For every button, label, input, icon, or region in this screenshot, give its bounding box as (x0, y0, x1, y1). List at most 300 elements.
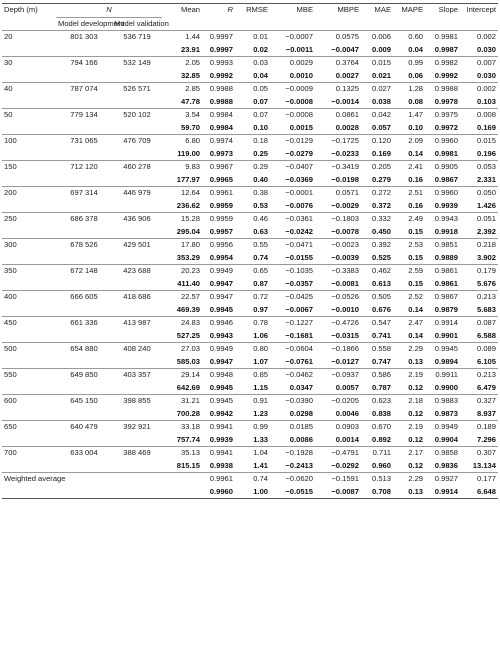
model-development-empty (56, 96, 112, 109)
mbpe-value: 0.0028 (335, 122, 360, 132)
mean-value (162, 473, 202, 486)
intercept-value: 0.213 (460, 291, 498, 304)
mae-value: 0.038 (372, 96, 392, 106)
mbe-header: MBE (270, 4, 315, 31)
intercept-value: 0.218 (460, 239, 498, 252)
mape-value: 0.15 (408, 252, 424, 262)
depth-cell: 400 (2, 291, 56, 304)
mae-value: 0.547 (361, 317, 393, 330)
model-development-empty (56, 408, 112, 421)
rmse-value: 0.02 (253, 44, 269, 54)
model-validation-count: 398 855 (112, 395, 162, 408)
intercept-value: 0.050 (460, 187, 498, 200)
depth-cell-empty (2, 200, 56, 213)
mbpe-value: −0.0010 (331, 304, 360, 314)
rmse-value: 0.18 (235, 135, 270, 148)
rmse-value: 1.33 (253, 434, 269, 444)
model-development-empty (56, 70, 112, 83)
mae-value: 0.006 (361, 31, 393, 44)
r-value: 0.9997 (202, 31, 235, 44)
rmse-value: 1.23 (253, 408, 269, 418)
rmse-value: 0.07 (253, 96, 269, 106)
r-value: 0.9988 (209, 96, 234, 106)
intercept-value: 6.105 (477, 356, 497, 366)
slope-value: 0.9982 (425, 57, 460, 70)
model-development-count: 731 065 (56, 135, 112, 148)
mbpe-value: −0.1591 (315, 473, 361, 486)
mean-value: 15.28 (162, 213, 202, 226)
mae-value: 0.462 (361, 265, 393, 278)
slope-value: 0.9992 (434, 70, 459, 80)
mbpe-value: 0.0575 (315, 31, 361, 44)
slope-value: 0.9879 (434, 304, 459, 314)
model-development-header: Model development (58, 18, 125, 28)
model-development-empty (56, 330, 112, 343)
depth-cell: 100 (2, 135, 56, 148)
table-row (2, 291, 498, 304)
mape-value: 0.14 (408, 148, 424, 158)
model-development-empty (56, 174, 112, 187)
model-development-empty (56, 200, 112, 213)
model-validation-count: 403 357 (112, 369, 162, 382)
mbpe-value: 0.0861 (315, 109, 361, 122)
mean-value: 20.23 (162, 265, 202, 278)
mean-value: 17.80 (162, 239, 202, 252)
weighted-average-empty (2, 486, 162, 499)
mape-value: 0.12 (408, 434, 424, 444)
model-validation-count: 532 149 (112, 57, 162, 70)
slope-value: 0.9939 (434, 200, 459, 210)
model-development-count: 801 303 (56, 31, 112, 44)
mape-value: 2.52 (393, 291, 425, 304)
slope-value: 0.9905 (425, 161, 460, 174)
mbe-value: −0.0067 (285, 304, 314, 314)
depth-cell: 250 (2, 213, 56, 226)
mbpe-value: −0.4791 (315, 447, 361, 460)
table-row (2, 57, 498, 70)
model-validation-count: 423 688 (112, 265, 162, 278)
rmse-value: 0.63 (253, 226, 269, 236)
depth-cell-empty (2, 434, 56, 447)
mean-header: Mean (162, 4, 202, 31)
depth-cell-empty (2, 408, 56, 421)
slope-value: 0.9904 (434, 434, 459, 444)
mbe-value: 0.0347 (289, 382, 314, 392)
mae-value: 0.120 (361, 135, 393, 148)
mbpe-header: MBPE (315, 4, 361, 31)
r-value: 0.9988 (202, 83, 235, 96)
mbe-value: −0.0471 (270, 239, 315, 252)
mbe-value: −0.0001 (270, 187, 315, 200)
slope-value: 0.9901 (434, 330, 459, 340)
table-row (2, 447, 498, 460)
mape-value: 2.29 (393, 343, 425, 356)
model-validation-count: 536 719 (112, 31, 162, 44)
model-validation-empty (112, 122, 162, 135)
mbpe-value: 0.0046 (335, 408, 360, 418)
model-validation-empty (112, 356, 162, 369)
mbe-value: −0.0155 (285, 252, 314, 262)
r-value: 0.9946 (202, 317, 235, 330)
table-row (2, 213, 498, 226)
mbe-value: −0.0361 (270, 213, 315, 226)
mean-value: 527.25 (176, 330, 201, 340)
intercept-value: 0.015 (460, 135, 498, 148)
table-row (2, 226, 498, 239)
intercept-value: 0.307 (460, 447, 498, 460)
mbe-value: −0.0407 (270, 161, 315, 174)
table-row (2, 330, 498, 343)
mae-value: 0.670 (361, 421, 393, 434)
table-row (2, 135, 498, 148)
model-validation-empty (112, 44, 162, 57)
model-development-empty (56, 252, 112, 265)
rmse-value: 0.10 (253, 122, 269, 132)
mbe-value: −0.0279 (285, 148, 314, 158)
r-value: 0.9965 (209, 174, 234, 184)
model-validation-empty (112, 96, 162, 109)
mape-value: 0.12 (408, 460, 424, 470)
depth-cell-empty (2, 148, 56, 161)
depth-cell: 150 (2, 161, 56, 174)
model-development-count: 686 378 (56, 213, 112, 226)
mbpe-value: −0.0127 (331, 356, 360, 366)
model-development-empty (56, 226, 112, 239)
mbpe-value: 0.1325 (315, 83, 361, 96)
rmse-value: 0.40 (253, 174, 269, 184)
mae-value: 0.525 (372, 252, 392, 262)
mbpe-value: −0.0937 (315, 369, 361, 382)
r-value: 0.9959 (209, 200, 234, 210)
mbe-value: −0.0515 (270, 486, 315, 499)
rmse-value: 0.74 (235, 473, 270, 486)
r-value: 0.9949 (202, 343, 235, 356)
rmse-value: 1.15 (253, 382, 269, 392)
mean-value: 295.04 (176, 226, 201, 236)
depth-cell-empty (2, 226, 56, 239)
model-validation-count: 418 686 (112, 291, 162, 304)
intercept-value: 7.296 (477, 434, 497, 444)
r-value: 0.9993 (202, 57, 235, 70)
depth-cell-empty (2, 356, 56, 369)
mbpe-value: −0.0315 (331, 330, 360, 340)
intercept-value: 5.676 (477, 278, 497, 288)
mbe-value: −0.0462 (270, 369, 315, 382)
mape-value: 2.17 (393, 447, 425, 460)
mbpe-value: −0.1725 (315, 135, 361, 148)
mae-value: 0.332 (361, 213, 393, 226)
table-row (2, 265, 498, 278)
rmse-value: 0.97 (253, 304, 269, 314)
model-validation-count: 392 921 (112, 421, 162, 434)
depth-cell-empty (2, 330, 56, 343)
model-development-empty (56, 278, 112, 291)
depth-cell: 200 (2, 187, 56, 200)
mape-value: 0.99 (393, 57, 425, 70)
mean-value: 27.03 (162, 343, 202, 356)
r-value: 0.9938 (209, 460, 234, 470)
r-value: 0.9947 (202, 291, 235, 304)
mean-value: 236.62 (176, 200, 201, 210)
table-row (2, 70, 498, 83)
table-row (2, 96, 498, 109)
mape-value: 2.19 (393, 421, 425, 434)
table-row (2, 304, 498, 317)
r-value: 0.9956 (202, 239, 235, 252)
intercept-value: 0.169 (477, 122, 497, 132)
depth-cell-empty (2, 252, 56, 265)
rmse-value: 0.03 (235, 57, 270, 70)
table-row (2, 44, 498, 57)
r-value: 0.9957 (209, 226, 234, 236)
mape-value: 0.12 (408, 382, 424, 392)
slope-value: 0.9949 (425, 421, 460, 434)
depth-cell: 50 (2, 109, 56, 122)
slope-value: 0.9988 (425, 83, 460, 96)
mbe-value: −0.0129 (270, 135, 315, 148)
mae-value: 0.747 (372, 356, 392, 366)
model-development-count: 661 336 (56, 317, 112, 330)
depth-cell-empty (2, 44, 56, 57)
mbpe-value: 0.0014 (335, 434, 360, 444)
table-row (2, 317, 498, 330)
intercept-value: 0.089 (460, 343, 498, 356)
header-row-1 (2, 4, 498, 18)
rmse-value: 0.99 (235, 421, 270, 434)
mape-value: 0.16 (408, 200, 424, 210)
intercept-value: 6.648 (460, 486, 498, 499)
depth-cell: 500 (2, 343, 56, 356)
model-development-count: 640 479 (56, 421, 112, 434)
model-validation-count: 413 987 (112, 317, 162, 330)
mean-value: 9.83 (162, 161, 202, 174)
mae-value: 0.021 (372, 70, 392, 80)
depth-cell: 700 (2, 447, 56, 460)
model-validation-count: 446 979 (112, 187, 162, 200)
mae-value: 0.450 (372, 226, 392, 236)
slope-value: 0.9945 (425, 343, 460, 356)
model-validation-empty (112, 434, 162, 447)
table-row (2, 408, 498, 421)
depth-header: Depth (m) (2, 4, 56, 31)
model-validation-count: 388 469 (112, 447, 162, 460)
mean-value: 585.03 (176, 356, 201, 366)
table-row (2, 109, 498, 122)
mape-value: 2.59 (393, 265, 425, 278)
depth-cell: 40 (2, 83, 56, 96)
depth-cell: 300 (2, 239, 56, 252)
model-development-count: 666 605 (56, 291, 112, 304)
slope-value: 0.9883 (425, 395, 460, 408)
mbe-value: −0.1035 (270, 265, 315, 278)
depth-cell-empty (2, 174, 56, 187)
mbpe-value: −0.0205 (315, 395, 361, 408)
intercept-value: 0.030 (477, 70, 497, 80)
intercept-value: 0.053 (460, 161, 498, 174)
depth-cell-empty (2, 278, 56, 291)
model-validation-empty (112, 148, 162, 161)
rmse-value: 0.29 (235, 161, 270, 174)
mean-value: 22.57 (162, 291, 202, 304)
model-development-empty (56, 148, 112, 161)
mae-value: 0.711 (361, 447, 393, 460)
intercept-value: 6.479 (477, 382, 497, 392)
mbpe-value: −0.0198 (331, 174, 360, 184)
intercept-value: 0.177 (460, 473, 498, 486)
mean-value: 177.97 (176, 174, 201, 184)
mape-value: 0.13 (393, 486, 425, 499)
r-value: 0.9943 (209, 330, 234, 340)
mbe-value: −0.0011 (285, 44, 314, 54)
intercept-value: 0.327 (460, 395, 498, 408)
r-value: 0.9948 (202, 369, 235, 382)
mbpe-value: −0.0292 (331, 460, 360, 470)
model-validation-count: 460 278 (112, 161, 162, 174)
weighted-average-row (2, 473, 498, 486)
mbe-value: −0.0761 (285, 356, 314, 366)
rmse-value: 0.80 (235, 343, 270, 356)
mbe-value: −0.0007 (270, 31, 315, 44)
mbe-value: −0.1227 (270, 317, 315, 330)
table-row (2, 187, 498, 200)
rmse-value: 0.55 (235, 239, 270, 252)
mae-value: 0.027 (361, 83, 393, 96)
model-development-empty (56, 122, 112, 135)
slope-value: 0.9861 (434, 278, 459, 288)
table-row (2, 434, 498, 447)
intercept-value: 2.392 (477, 226, 497, 236)
mean-value: 642.69 (176, 382, 201, 392)
mbe-value: 0.0015 (289, 122, 314, 132)
rmse-value: 1.06 (253, 330, 269, 340)
intercept-value: 0.196 (477, 148, 497, 158)
mae-value: 0.015 (361, 57, 393, 70)
mape-value: 0.08 (408, 96, 424, 106)
mae-value: 0.169 (372, 148, 392, 158)
mae-value: 0.613 (372, 278, 392, 288)
mape-value: 2.53 (393, 239, 425, 252)
mean-value: 469.39 (176, 304, 201, 314)
model-validation-count: 476 709 (112, 135, 162, 148)
mape-value: 2.29 (393, 473, 425, 486)
model-validation-empty (112, 200, 162, 213)
r-value: 0.9945 (202, 395, 235, 408)
mape-value: 2.47 (393, 317, 425, 330)
r-value: 0.9974 (202, 135, 235, 148)
mbpe-value: 0.0571 (315, 187, 361, 200)
rmse-value: 0.85 (235, 369, 270, 382)
r-value: 0.9973 (209, 148, 234, 158)
mae-value: 0.392 (361, 239, 393, 252)
model-validation-empty (112, 226, 162, 239)
mean-value: 119.00 (177, 148, 201, 158)
mbpe-value: 0.0903 (315, 421, 361, 434)
mbpe-value: −0.0014 (331, 96, 360, 106)
r-value: 0.9984 (209, 122, 234, 132)
depth-cell-empty (2, 382, 56, 395)
slope-value: 0.9975 (425, 109, 460, 122)
r-header: R (202, 4, 235, 31)
mbpe-value: −0.3419 (315, 161, 361, 174)
slope-header: Slope (425, 4, 460, 31)
table-row (2, 161, 498, 174)
mape-value: 0.14 (408, 304, 424, 314)
slope-value: 0.9900 (434, 382, 459, 392)
mae-value: 0.513 (361, 473, 393, 486)
rmse-value: 0.53 (253, 200, 269, 210)
mae-value: 0.279 (372, 174, 392, 184)
rmse-value: 0.46 (235, 213, 270, 226)
table-row (2, 200, 498, 213)
rmse-value: 1.07 (253, 356, 269, 366)
table-row (2, 356, 498, 369)
mape-value: 0.16 (408, 174, 424, 184)
slope-value: 0.9867 (425, 291, 460, 304)
depth-cell: 450 (2, 317, 56, 330)
model-development-empty (56, 382, 112, 395)
model-development-empty (56, 356, 112, 369)
mape-value: 2.51 (393, 187, 425, 200)
mbpe-value: −0.4726 (315, 317, 361, 330)
slope-value: 0.9851 (425, 239, 460, 252)
model-development-empty (56, 460, 112, 473)
slope-value: 0.9861 (425, 265, 460, 278)
rmse-value: 0.87 (253, 278, 269, 288)
mbpe-value: −0.0039 (331, 252, 360, 262)
r-value: 0.9941 (202, 447, 235, 460)
mbpe-value: −0.0023 (315, 239, 361, 252)
model-validation-count: 520 102 (112, 109, 162, 122)
r-value: 0.9967 (202, 161, 235, 174)
mean-value: 700.28 (176, 408, 201, 418)
mae-value: 0.586 (361, 369, 393, 382)
rmse-value: 0.07 (235, 109, 270, 122)
mean-value: 32.85 (181, 70, 201, 80)
mean-value: 23.91 (181, 44, 201, 54)
rmse-value: 1.41 (253, 460, 269, 470)
table-row (2, 343, 498, 356)
mbpe-value: −0.0087 (315, 486, 361, 499)
depth-cell-empty (2, 96, 56, 109)
rmse-value: 0.38 (235, 187, 270, 200)
slope-value: 0.9889 (434, 252, 459, 262)
model-development-empty (56, 304, 112, 317)
rmse-value: 0.78 (235, 317, 270, 330)
depth-cell-empty (2, 70, 56, 83)
intercept-value: 0.179 (460, 265, 498, 278)
mbe-value: 0.0298 (289, 408, 314, 418)
mean-value: 1.44 (162, 31, 202, 44)
mape-value: 0.15 (408, 226, 424, 236)
model-development-count: 697 314 (56, 187, 112, 200)
mape-value: 0.14 (408, 330, 424, 340)
mae-value: 0.205 (361, 161, 393, 174)
mean-value: 757.74 (176, 434, 201, 444)
mbpe-value: 0.0027 (335, 70, 360, 80)
mbe-value: 0.0185 (270, 421, 315, 434)
slope-value: 0.9836 (434, 460, 459, 470)
intercept-value: 0.002 (460, 31, 498, 44)
mae-value: 0.838 (372, 408, 392, 418)
table-row (2, 83, 498, 96)
mae-header: MAE (361, 4, 393, 31)
intercept-value: 0.007 (460, 57, 498, 70)
intercept-value: 0.002 (460, 83, 498, 96)
model-validation-empty (112, 330, 162, 343)
mean-value: 33.18 (162, 421, 202, 434)
intercept-value: 0.189 (460, 421, 498, 434)
slope-value: 0.9918 (434, 226, 459, 236)
